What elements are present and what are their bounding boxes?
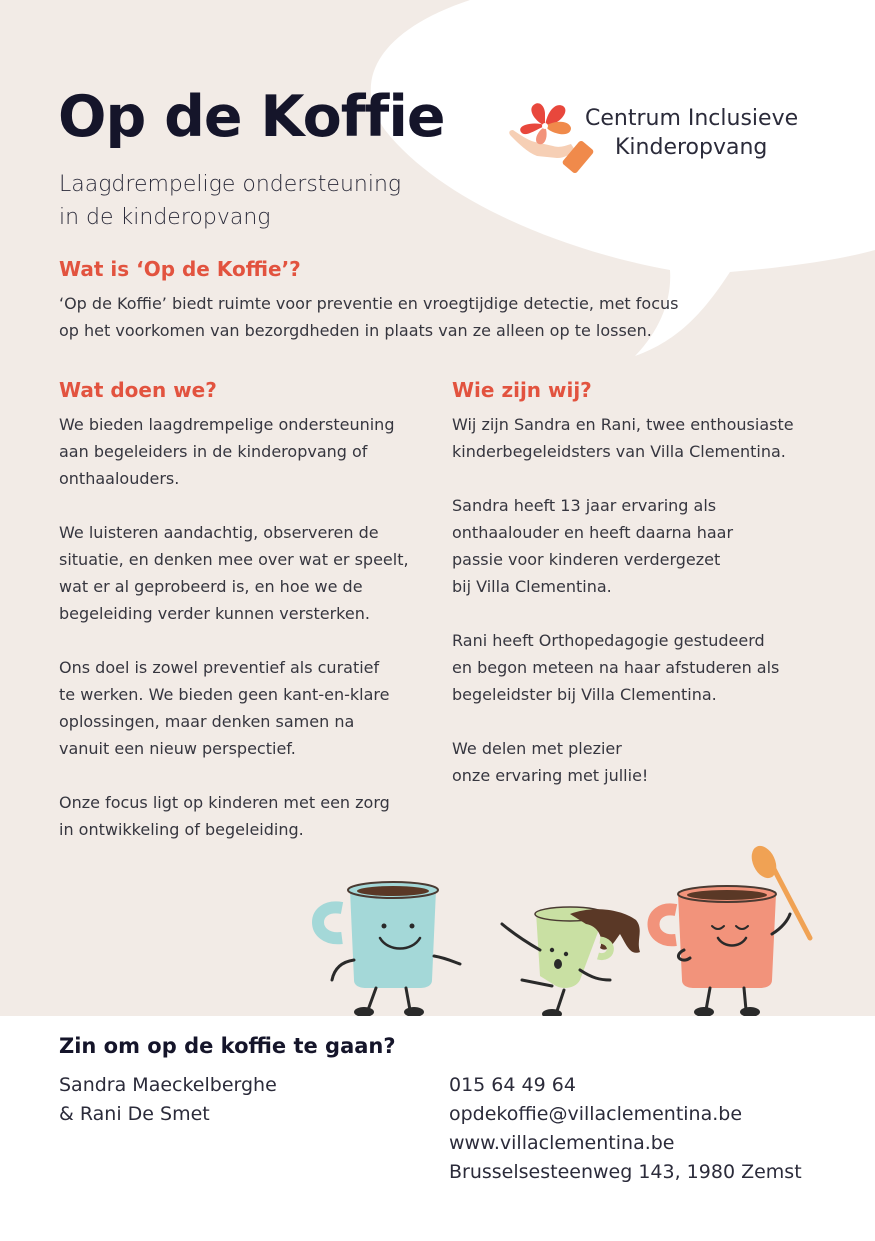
who-we-are-heading: Wie zijn wij? — [452, 378, 592, 402]
organization-logo — [505, 96, 825, 186]
text-line: op het voorkomen van bezorgdheden in plaats van ze alleen op te lossen. — [59, 321, 652, 340]
contact-details — [449, 1071, 802, 1187]
contact-email[interactable]: opdekoffie@villaclementina.be — [449, 1103, 743, 1125]
who-we-are-text — [452, 411, 794, 789]
text-line: Sandra heeft 13 jaar ervaring als — [452, 496, 717, 515]
text-line: bij Villa Clementina. — [452, 577, 612, 596]
intro-text — [59, 290, 678, 344]
intro-heading: Wat is ‘Op de Koffie’? — [59, 257, 301, 281]
green-mug-character-icon — [502, 907, 640, 1016]
text-line: Rani heeft Orthopedagogie gestudeerd — [452, 631, 765, 650]
text-line: onze ervaring met jullie! — [452, 766, 649, 785]
contact-phone[interactable]: 015 64 49 64 — [449, 1074, 576, 1096]
what-we-do-heading: Wat doen we? — [59, 378, 217, 402]
text-line: oplossingen, maar denken samen na — [59, 712, 355, 731]
text-line: aan begeleiders in de kinderopvang of — [59, 442, 368, 461]
text-line: in ontwikkeling of begeleiding. — [59, 820, 304, 839]
orange-mug-character-icon — [654, 842, 811, 1016]
text-line: Onze focus ligt op kinderen met een zorg — [59, 793, 390, 812]
contact-address: Brusselsesteenweg 143, 1980 Zemst — [449, 1161, 802, 1183]
paragraph-gap — [452, 600, 794, 627]
logo-line: Centrum Inclusieve — [585, 106, 799, 131]
text-line: begeleidster bij Villa Clementina. — [452, 685, 717, 704]
text-line: We luisteren aandachtig, observeren de — [59, 523, 379, 542]
hand-flower-logo-icon — [505, 96, 595, 186]
text-line: We delen met plezier — [452, 739, 622, 758]
text-line: onthaalouders. — [59, 469, 180, 488]
subtitle-line: Laagdrempelige ondersteuning — [59, 172, 402, 197]
text-line: te werken. We bieden geen kant-en-klare — [59, 685, 390, 704]
text-line: kinderbegeleidsters van Villa Clementina. — [452, 442, 786, 461]
contact-name-line: & Rani De Smet — [59, 1103, 210, 1125]
mug-characters-illustration — [300, 830, 840, 1016]
paragraph-gap — [59, 762, 409, 789]
text-line: begeleiding verder kunnen versterken. — [59, 604, 370, 623]
text-line: ‘Op de Koffie’ biedt ruimte voor preventie en vroegtijdige detectie, met focus — [59, 294, 679, 313]
text-line: We bieden laagdrempelige ondersteuning — [59, 415, 395, 434]
text-line: Wij zijn Sandra en Rani, twee enthousiaste — [452, 415, 794, 434]
text-line: wat er al geprobeerd is, en hoe we de — [59, 577, 363, 596]
contact-name-line: Sandra Maeckelberghe — [59, 1074, 277, 1096]
paragraph-gap — [452, 708, 794, 735]
blue-mug-character-icon — [318, 882, 460, 1016]
text-line: vanuit een nieuw perspectief. — [59, 739, 296, 758]
text-line: Ons doel is zowel preventief als curatief — [59, 658, 380, 677]
paragraph-gap — [452, 465, 794, 492]
text-line: en begon meteen na haar afstuderen als — [452, 658, 780, 677]
text-line: passie voor kinderen verdergezet — [452, 550, 721, 569]
contact-heading: Zin om op de koffie te gaan? — [59, 1034, 396, 1058]
logo-line: Kinderopvang — [615, 135, 768, 160]
contact-names — [59, 1071, 277, 1129]
text-line: situatie, en denken mee over wat er speelt, — [59, 550, 409, 569]
page-title: Op de Koffie — [58, 84, 445, 150]
subtitle-line: in de kinderopvang — [59, 205, 271, 230]
paragraph-gap — [59, 627, 409, 654]
contact-website[interactable]: www.villaclementina.be — [449, 1132, 675, 1154]
text-line: onthaalouder en heeft daarna haar — [452, 523, 734, 542]
page-subtitle — [59, 168, 439, 234]
what-we-do-text — [59, 411, 409, 843]
logo-text — [585, 104, 798, 162]
paragraph-gap — [59, 492, 409, 519]
